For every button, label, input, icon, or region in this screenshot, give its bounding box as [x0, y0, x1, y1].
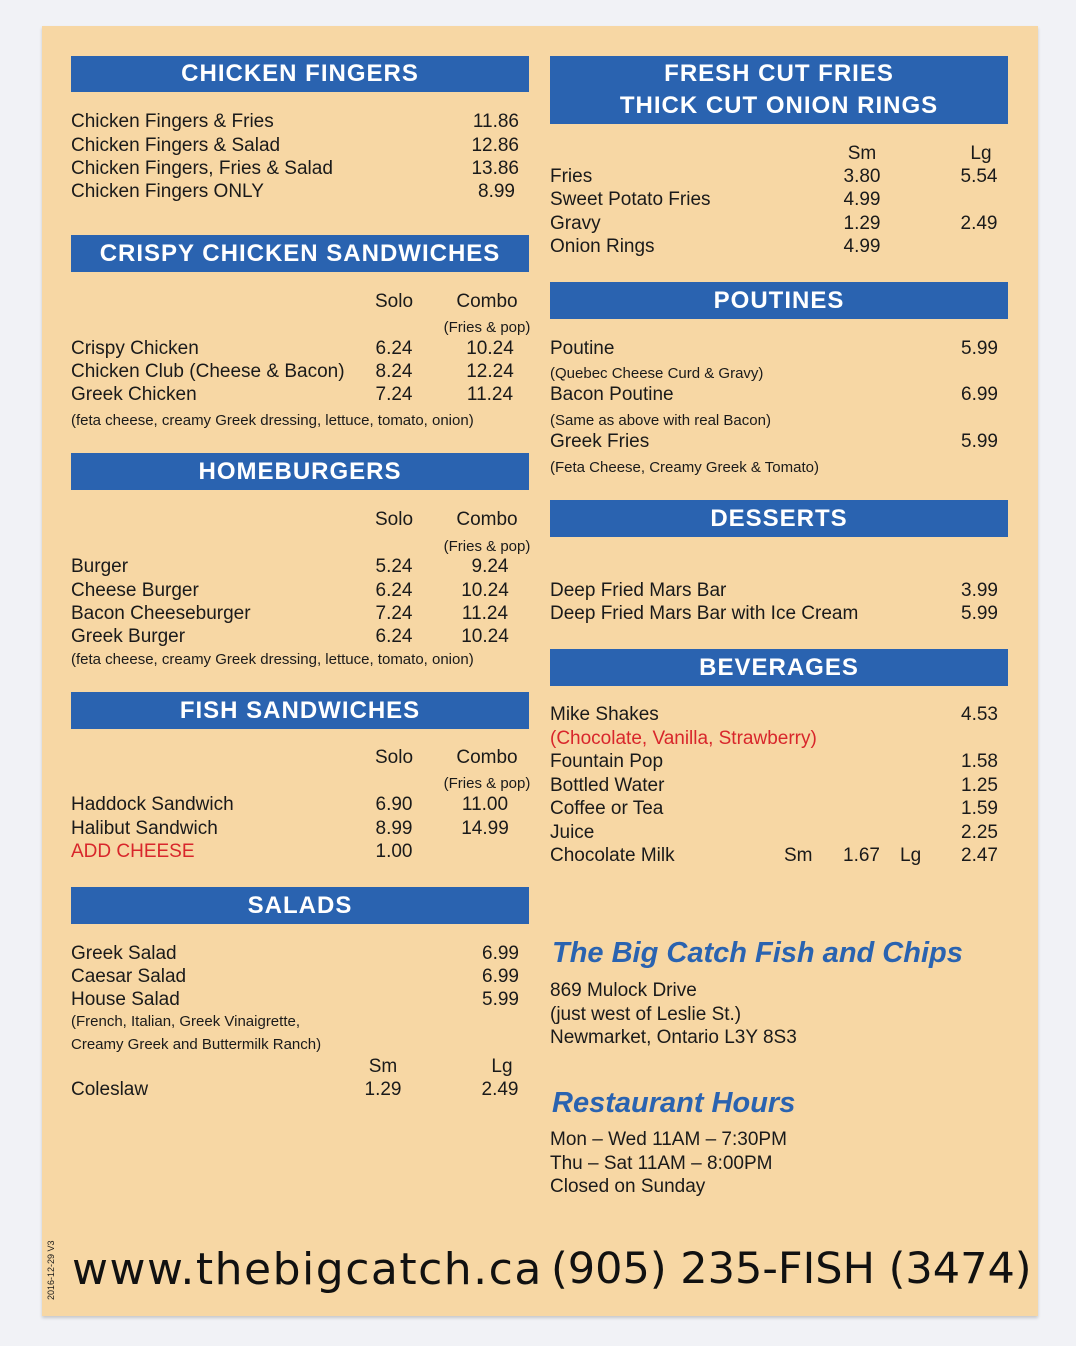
menu-item-name: Bacon Cheeseburger [71, 603, 251, 624]
section-header-fish-sandwiches: FISH SANDWICHES [71, 692, 529, 729]
menu-item-name: Cheese Burger [71, 580, 199, 601]
menu-item-name: Poutine [550, 338, 615, 359]
add-cheese-price: 1.00 [375, 841, 413, 862]
solo-price: 8.24 [375, 361, 413, 382]
combo-label: Combo [456, 509, 518, 530]
menu-item-name: Deep Fried Mars Bar [550, 580, 727, 601]
menu-item-name: Onion Rings [550, 236, 655, 257]
menu-item-price: 5.99 [961, 338, 998, 359]
section-header-fries [550, 56, 1008, 124]
combo-label: Combo [456, 291, 518, 312]
item-note: (feta cheese, creamy Greek dressing, lettuce, tomato, onion) [71, 651, 474, 668]
item-note: (Quebec Cheese Curd & Gravy) [550, 365, 764, 382]
combo-price: 10.24 [461, 626, 509, 647]
menu-item-price: 6.99 [961, 384, 998, 405]
lg-price: 2.47 [961, 845, 998, 866]
menu-item-price: 2.25 [961, 822, 998, 843]
item-note: (Same as above with real Bacon) [550, 412, 771, 429]
menu-item-name: Chicken Fingers ONLY [71, 181, 264, 202]
sm-price: 4.99 [843, 236, 881, 257]
menu-item-price: 1.25 [961, 775, 998, 796]
solo-price: 8.99 [375, 818, 413, 839]
hours-line: Closed on Sunday [550, 1176, 706, 1197]
hours-line: Thu – Sat 11AM – 8:00PM [550, 1153, 773, 1174]
solo-price: 7.24 [375, 384, 413, 405]
solo-price: 7.24 [375, 603, 413, 624]
section-header-chicken-fingers: CHICKEN FINGERS [71, 56, 529, 92]
menu-item-name: Bottled Water [550, 775, 665, 796]
section-header-poutines: POUTINES [550, 282, 1008, 319]
sm-price: 1.67 [843, 845, 880, 866]
combo-price: 12.24 [466, 361, 514, 382]
combo-price: 11.00 [461, 794, 509, 815]
menu-item-name: Greek Salad [71, 943, 177, 964]
menu-item-name: Caesar Salad [71, 966, 187, 987]
solo-price: 6.90 [375, 794, 413, 815]
solo-price: 6.24 [375, 626, 413, 647]
menu-item-price: 5.99 [961, 603, 998, 624]
menu-item-name: Burger [71, 556, 129, 577]
item-note: (French, Italian, Greek Vinaigrette, [71, 1013, 300, 1030]
item-note: (feta cheese, creamy Greek dressing, lettuce, tomato, onion) [71, 412, 474, 429]
menu-item-name: Crispy Chicken [71, 338, 199, 359]
combo-price: 10.24 [466, 338, 514, 359]
add-cheese-label: ADD CHEESE [71, 841, 195, 862]
combo-price: 11.24 [466, 384, 514, 405]
header-line: THICK CUT ONION RINGS [619, 92, 939, 119]
menu-item-name: Fries [550, 166, 593, 187]
item-note: (Feta Cheese, Creamy Greek & Tomato) [550, 459, 819, 476]
menu-item-name: Chicken Fingers & Salad [71, 135, 281, 156]
header-line: FRESH CUT FRIES [664, 60, 894, 87]
solo-price: 6.24 [375, 338, 413, 359]
hours-line: Mon – Wed 11AM – 7:30PM [550, 1129, 787, 1150]
menu-item-price: 4.53 [961, 704, 998, 725]
lg-label: Lg [900, 845, 922, 866]
phone-number[interactable]: (905) 235-FISH (3474) [551, 1244, 1032, 1294]
menu-item-name: Halibut Sandwich [71, 818, 218, 839]
menu-item-price: 6.99 [482, 943, 519, 964]
menu-item-price: 12.86 [471, 135, 519, 156]
combo-note: (Fries & pop) [443, 319, 531, 336]
website-link[interactable]: www.thebigcatch.ca [72, 1244, 543, 1295]
lg-label: Lg [491, 1056, 513, 1077]
menu-item-name: Greek Burger [71, 626, 186, 647]
address-line: 869 Mulock Drive [550, 980, 697, 1001]
menu-item-name: Greek Fries [550, 431, 650, 452]
combo-price: 10.24 [461, 580, 509, 601]
sm-label: Sm [847, 143, 877, 164]
combo-price: 14.99 [461, 818, 509, 839]
address-line: Newmarket, Ontario L3Y 8S3 [550, 1027, 797, 1048]
menu-item-name: Coffee or Tea [550, 798, 664, 819]
menu-item-name: Gravy [550, 213, 601, 234]
sm-label: Sm [784, 845, 813, 866]
solo-label: Solo [374, 291, 414, 312]
menu-item-price: 1.58 [961, 751, 998, 772]
section-header-beverages: BEVERAGES [550, 649, 1008, 686]
solo-price: 6.24 [375, 580, 413, 601]
combo-note: (Fries & pop) [443, 538, 531, 555]
menu-item-price: 8.99 [478, 181, 515, 202]
lg-price: 5.54 [960, 166, 998, 187]
solo-label: Solo [374, 509, 414, 530]
combo-label: Combo [456, 747, 518, 768]
menu-item-name: Bacon Poutine [550, 384, 674, 405]
shake-flavors: (Chocolate, Vanilla, Strawberry) [550, 728, 817, 749]
hours-title: Restaurant Hours [552, 1087, 796, 1119]
menu-item-name: Deep Fried Mars Bar with Ice Cream [550, 603, 859, 624]
menu-item-name: Haddock Sandwich [71, 794, 234, 815]
menu-item-name: Chicken Fingers, Fries & Salad [71, 158, 333, 179]
sm-price: 3.80 [843, 166, 881, 187]
section-header-homeburgers: HOMEBURGERS [71, 453, 529, 490]
menu-item-price: 3.99 [961, 580, 998, 601]
menu-item-name: Chicken Club (Cheese & Bacon) [71, 361, 345, 382]
menu-item-name: Mike Shakes [550, 704, 659, 725]
lg-price: 2.49 [481, 1079, 519, 1100]
menu-item-name: Greek Chicken [71, 384, 197, 405]
lg-label: Lg [970, 143, 992, 164]
combo-price: 9.24 [471, 556, 509, 577]
sm-price: 1.29 [364, 1079, 402, 1100]
combo-note: (Fries & pop) [443, 775, 531, 792]
item-note: Creamy Greek and Buttermilk Ranch) [71, 1036, 322, 1053]
menu-item-name: Chocolate Milk [550, 845, 675, 866]
lg-price: 2.49 [960, 213, 998, 234]
solo-price: 5.24 [375, 556, 413, 577]
section-header-crispy-chicken: CRISPY CHICKEN SANDWICHES [71, 235, 529, 272]
menu-item-name: Juice [550, 822, 595, 843]
menu-item-name: Sweet Potato Fries [550, 189, 711, 210]
menu-item-price: 6.99 [482, 966, 519, 987]
sm-price: 4.99 [843, 189, 881, 210]
menu-item-price: 1.59 [961, 798, 998, 819]
version-stamp: 2016-12-29 V3 [46, 1240, 56, 1300]
restaurant-name: The Big Catch Fish and Chips [552, 937, 963, 969]
menu-item-price: 5.99 [961, 431, 998, 452]
menu-item-price: 11.86 [472, 111, 519, 132]
section-header-salads: SALADS [71, 887, 529, 924]
solo-label: Solo [374, 747, 414, 768]
menu-item-price: 5.99 [482, 989, 519, 1010]
menu-item-name: House Salad [71, 989, 180, 1010]
section-header-desserts: DESSERTS [550, 500, 1008, 537]
menu-item-name: Fountain Pop [550, 751, 664, 772]
menu-item-name: Chicken Fingers & Fries [71, 111, 274, 132]
sm-price: 1.29 [843, 213, 881, 234]
combo-price: 11.24 [461, 603, 509, 624]
menu-item-price: 13.86 [471, 158, 519, 179]
address-line: (just west of Leslie St.) [550, 1004, 742, 1025]
sm-label: Sm [368, 1056, 398, 1077]
menu-item-name: Coleslaw [71, 1079, 149, 1100]
